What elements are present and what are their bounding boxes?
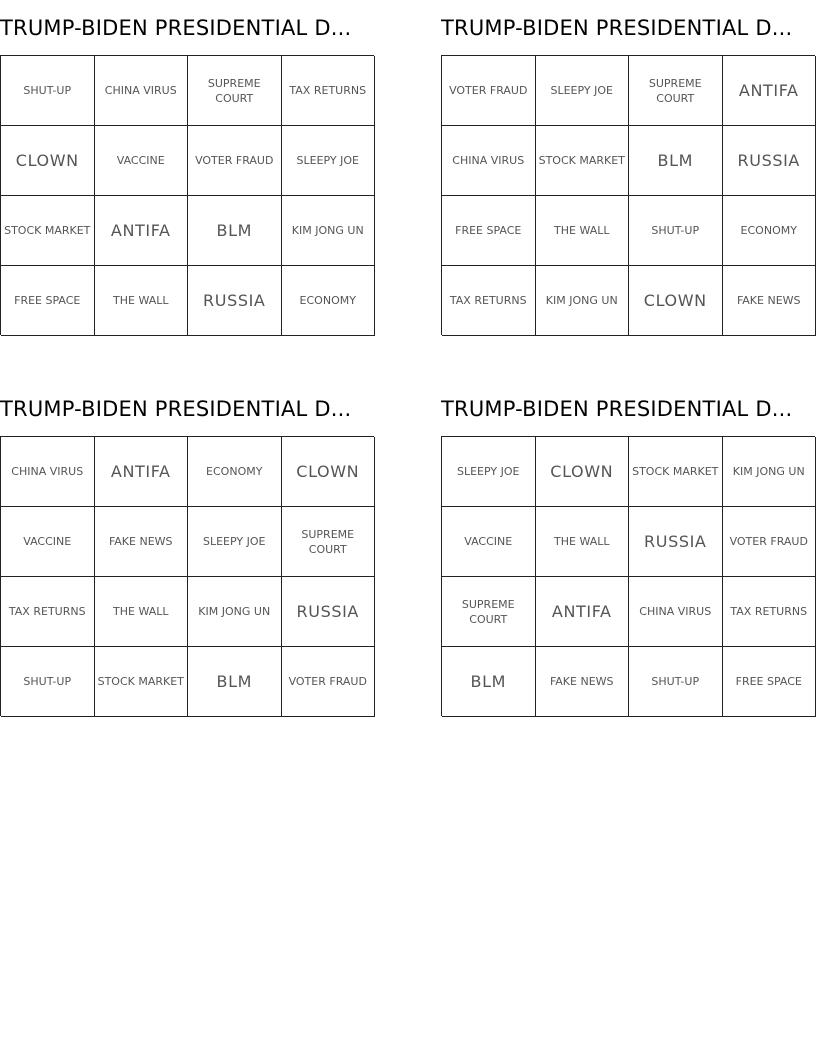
bingo-cell: THE WALL <box>536 196 630 266</box>
bingo-cell: VACCINE <box>442 507 536 577</box>
bingo-cell: SLEEPY JOE <box>442 437 536 507</box>
bingo-cell: FAKE NEWS <box>95 507 189 577</box>
bingo-grid <box>0 436 374 716</box>
bingo-cell: SUPREME COURT <box>188 56 282 126</box>
bingo-cell: SHUT-UP <box>629 647 723 717</box>
bingo-cell: SUPREME COURT <box>629 56 723 126</box>
bingo-cell: CLOWN <box>629 266 723 336</box>
bingo-cell: STOCK MARKET <box>1 196 95 266</box>
bingo-cell: ECONOMY <box>723 196 816 266</box>
bingo-cell: THE WALL <box>536 507 630 577</box>
bingo-cell: BLM <box>188 196 282 266</box>
bingo-cell: RUSSIA <box>282 577 376 647</box>
bingo-cell: SUPREME COURT <box>282 507 376 577</box>
bingo-cell: VOTER FRAUD <box>282 647 376 717</box>
bingo-cell: ECONOMY <box>188 437 282 507</box>
bingo-grid <box>441 436 815 716</box>
bingo-cell: THE WALL <box>95 577 189 647</box>
bingo-cell: KIM JONG UN <box>282 196 376 266</box>
bingo-cell: SLEEPY JOE <box>282 126 376 196</box>
bingo-card-4 <box>441 381 816 691</box>
bingo-cell: BLM <box>442 647 536 717</box>
bingo-cell: SLEEPY JOE <box>188 507 282 577</box>
bingo-cell: ANTIFA <box>723 56 816 126</box>
bingo-cell: TAX RETURNS <box>442 266 536 336</box>
bingo-cell: THE WALL <box>95 266 189 336</box>
card-title: TRUMP-BIDEN PRESIDENTIAL D... <box>0 16 352 40</box>
bingo-cell: STOCK MARKET <box>536 126 630 196</box>
bingo-cell: TAX RETURNS <box>282 56 376 126</box>
bingo-cell: VOTER FRAUD <box>723 507 816 577</box>
bingo-cell: KIM JONG UN <box>723 437 816 507</box>
bingo-cell: RUSSIA <box>188 266 282 336</box>
bingo-cell: VOTER FRAUD <box>442 56 536 126</box>
bingo-cell: ANTIFA <box>95 196 189 266</box>
bingo-cell: TAX RETURNS <box>1 577 95 647</box>
bingo-cell: RUSSIA <box>723 126 816 196</box>
card-title: TRUMP-BIDEN PRESIDENTIAL D... <box>441 397 793 421</box>
bingo-cell: FAKE NEWS <box>536 647 630 717</box>
bingo-cell: SUPREME COURT <box>442 577 536 647</box>
bingo-cell: CHINA VIRUS <box>629 577 723 647</box>
bingo-cell: FREE SPACE <box>723 647 816 717</box>
bingo-card-3 <box>0 381 375 691</box>
bingo-cell: FREE SPACE <box>442 196 536 266</box>
bingo-cell: BLM <box>629 126 723 196</box>
bingo-cell: SLEEPY JOE <box>536 56 630 126</box>
bingo-cell: SHUT-UP <box>629 196 723 266</box>
bingo-cell: KIM JONG UN <box>188 577 282 647</box>
bingo-cell: VOTER FRAUD <box>188 126 282 196</box>
bingo-card-2 <box>441 0 816 310</box>
bingo-cell: FREE SPACE <box>1 266 95 336</box>
bingo-cell: CLOWN <box>282 437 376 507</box>
bingo-cell: BLM <box>188 647 282 717</box>
bingo-grid <box>0 55 374 335</box>
bingo-cell: VACCINE <box>1 507 95 577</box>
bingo-card-1 <box>0 0 375 310</box>
bingo-cell: VACCINE <box>95 126 189 196</box>
bingo-cell: ANTIFA <box>536 577 630 647</box>
bingo-cell: RUSSIA <box>629 507 723 577</box>
bingo-cell: CHINA VIRUS <box>1 437 95 507</box>
bingo-cell: TAX RETURNS <box>723 577 816 647</box>
bingo-cell: SHUT-UP <box>1 56 95 126</box>
bingo-cell: CHINA VIRUS <box>442 126 536 196</box>
card-title: TRUMP-BIDEN PRESIDENTIAL D... <box>0 397 352 421</box>
bingo-cell: FAKE NEWS <box>723 266 816 336</box>
bingo-cell: ECONOMY <box>282 266 376 336</box>
bingo-cell: KIM JONG UN <box>536 266 630 336</box>
bingo-cell: ANTIFA <box>95 437 189 507</box>
bingo-cell: CLOWN <box>1 126 95 196</box>
bingo-cell: CLOWN <box>536 437 630 507</box>
bingo-cell: STOCK MARKET <box>95 647 189 717</box>
card-title: TRUMP-BIDEN PRESIDENTIAL D... <box>441 16 793 40</box>
bingo-cell: SHUT-UP <box>1 647 95 717</box>
bingo-cell: CHINA VIRUS <box>95 56 189 126</box>
bingo-cell: STOCK MARKET <box>629 437 723 507</box>
bingo-grid <box>441 55 815 335</box>
